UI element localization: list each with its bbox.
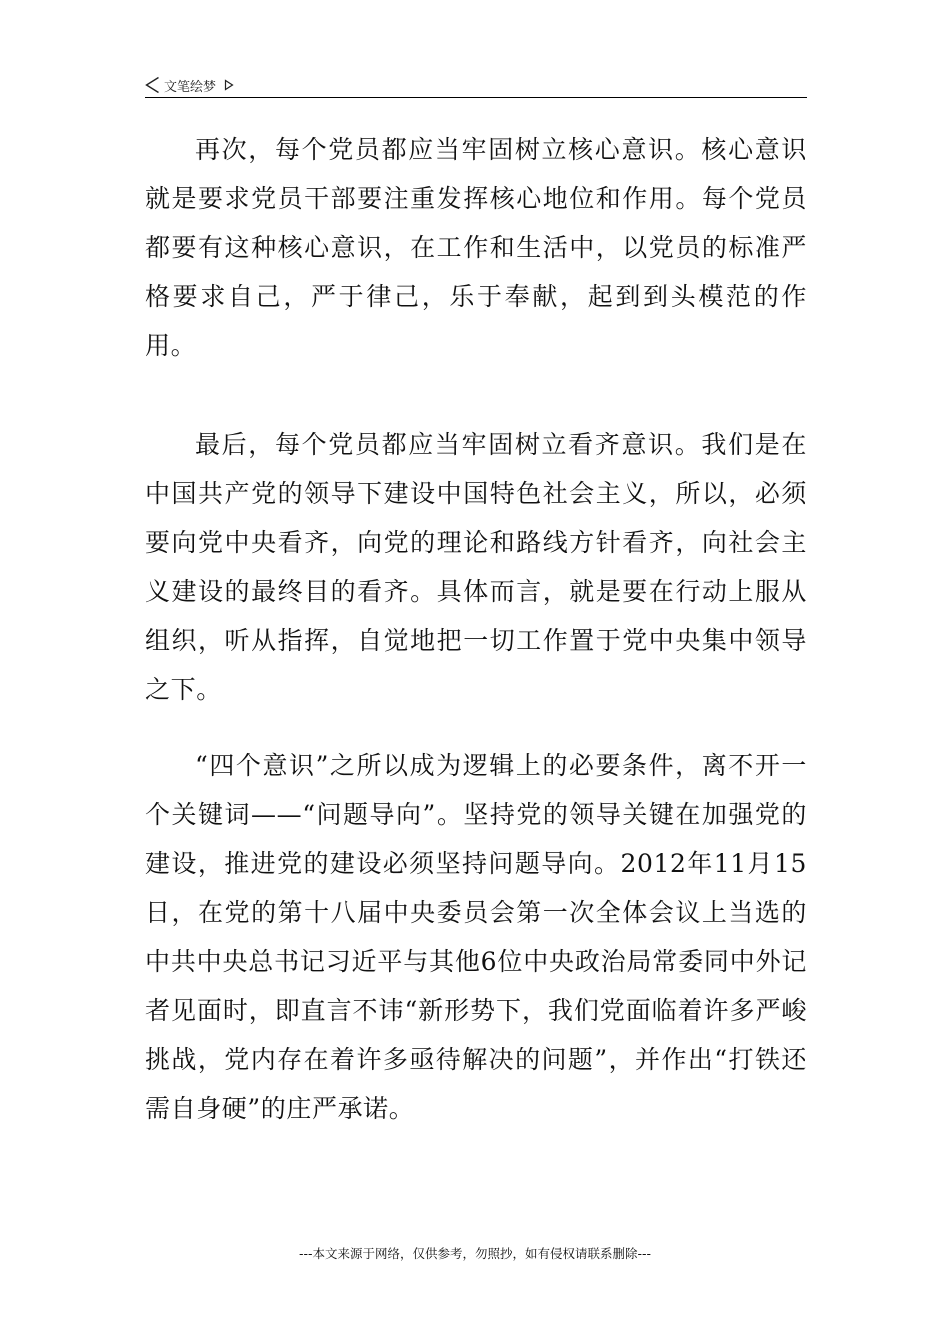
paragraph-alignment-awareness: 最后，每个党员都应当牢固树立看齐意识。我们是在中国共产党的领导下建设中国特色社会主义，所以，必须要向党中央看齐，向党的理论和路线方针看齐，向社会主义建设的最终目的看齐。具体而言，就是要在行动上服从组织，听从指挥，自觉地把一切工作置于党中央集中领导之下。 [145, 430, 807, 704]
triangle-right-icon [224, 79, 234, 91]
paragraph-core-awareness: 再次，每个党员都应当牢固树立核心意识。核心意识就是要求党员干部要注重发挥核心地位和作用。每个党员都要有这种核心意识，在工作和生活中，以党员的标准严格要求自己，严于律己，乐于奉献，起到到头模范的作用。 [145, 135, 807, 360]
header-title-group [145, 74, 234, 96]
triangle-left-icon [145, 76, 160, 94]
header-title: 文笔绘梦 [164, 79, 217, 95]
footer-disclaimer: ---本文来源于网络，仅供参考，勿照抄，如有侵权请联系删除--- [298, 1246, 652, 1261]
paragraph-problem-orientation: “四个意识”之所以成为逻辑上的必要条件，离不开一个关键词——“问题导向”。坚持党的领导关键在加强党的建设，推进党的建设必须坚持问题导向。2012年11月15日，在党的第十八届中央委员会第一次全体会议上当选的中共中央总书记习近平与其他6位中央政治局常委同中外记者见面时，即直言不讳“新形势下，我们党面临着许多严峻挑战，党内存在着许多亟待解决的问题”，并作出“打铁还需自身硬”的庄严承诺。 [145, 751, 807, 1123]
page-header [145, 74, 807, 98]
